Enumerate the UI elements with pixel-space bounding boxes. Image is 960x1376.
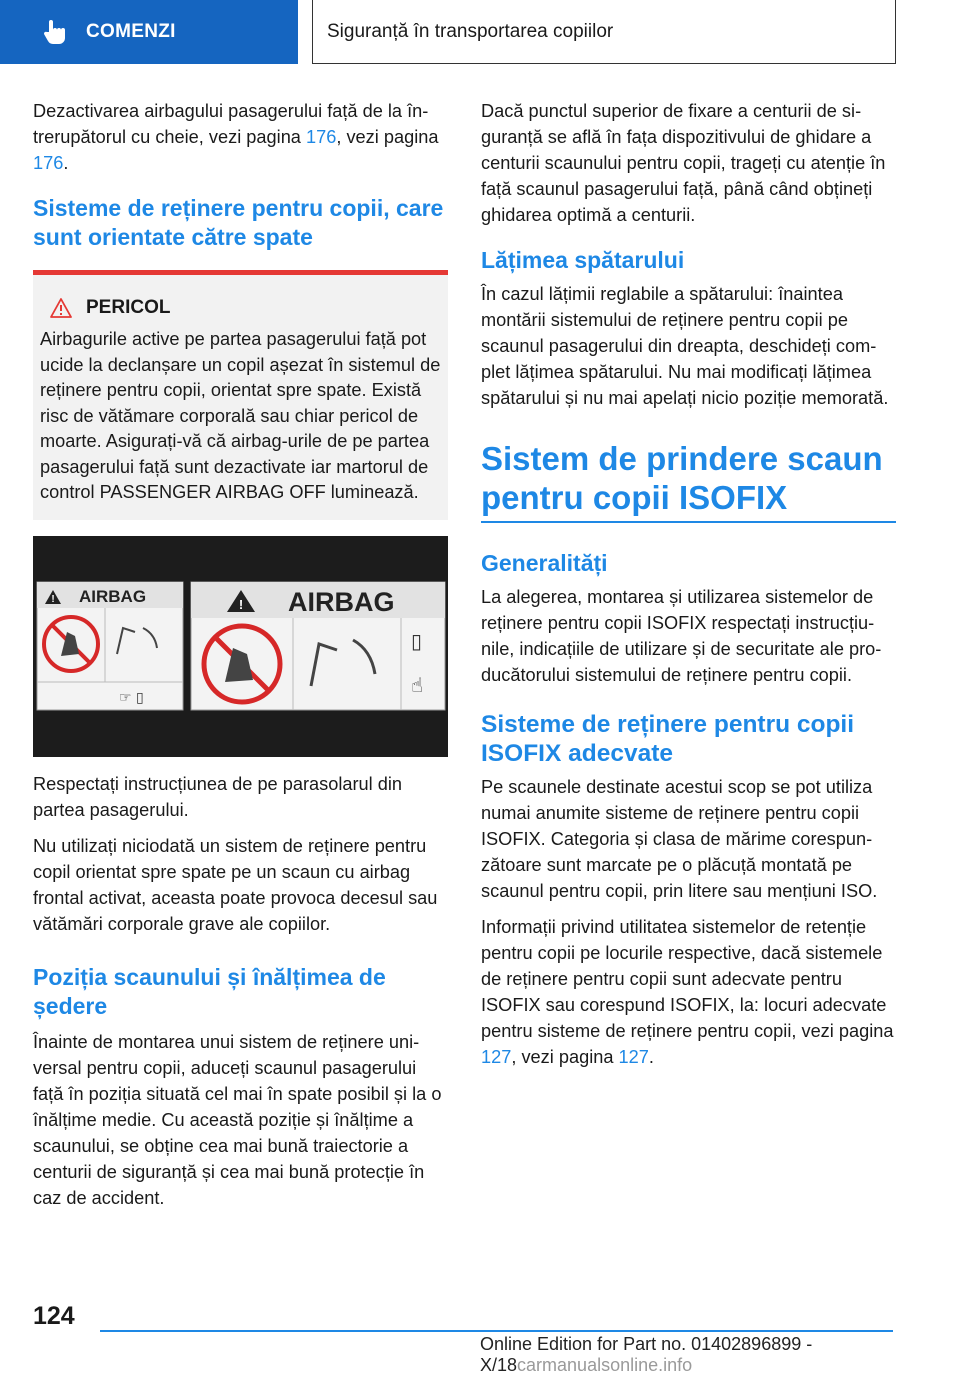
danger-text: Airbagurile active pe partea pasagerului față pot ucide la declanșare un copil așezat în sistemul de reținere pentru copii, orientat spre spate. Există risc de vătămare corporală sau chiar pericol de moarte. Asigurați-vă că airbag-urile de pe partea pasagerului față sunt dezactivate iar martorul de control PASSENGER AIRBAG OFF luminează. — [40, 329, 441, 502]
backrest-width-paragraph: În cazul lățimii reglabile a spătarului: înaintea montării sistemului de reținere pentru copii pe scaunul pasagerului din dreapta, deschideți complet lățimea spătarului. Nu mai modificați lățimea spătarului și nu mai apelați nicio poziție memorată. — [481, 284, 889, 408]
intro-text-2: , vezi pagina — [336, 127, 439, 147]
heading-isofix: Sistem de prindere scaun pentru copii ISOFIX — [481, 439, 896, 523]
edition-line — [480, 1334, 960, 1376]
danger-label: PERICOL — [86, 297, 171, 318]
heading-isofix-suitable: Sisteme de reținere pentru copii ISOFIX adecvate — [481, 711, 855, 767]
warning-triangle-icon — [50, 298, 72, 318]
page-number: 124 — [33, 1302, 75, 1330]
label-small-text: AIRBAG — [79, 586, 147, 606]
watermark-text: carmanualsonline.info — [517, 1355, 693, 1375]
airbag-warning-labels-image — [33, 536, 448, 757]
heading-rear-facing: Sisteme de reținere pentru copii, care sunt orientate către spate — [33, 195, 444, 250]
edition-text: Online Edition for Part no. 01402896899 - X/18 — [480, 1334, 813, 1375]
info-text-3: . — [648, 1047, 654, 1067]
page-link-127-a[interactable]: 127 — [481, 1047, 512, 1067]
commands-tab-label: COMENZI — [86, 21, 176, 42]
label-large-text: AIRBAG — [288, 586, 395, 617]
heading-backrest-width: Lățimea spătarului — [481, 247, 685, 273]
page-link-176-a[interactable]: 176 — [305, 127, 337, 147]
danger-box — [33, 270, 448, 520]
intro-text-1: Dezactivarea airbagului pasagerului față de la întrerupătorul cu cheie, vezi pagina — [33, 101, 429, 147]
suitable-paragraph: Pe scaunele destinate acestui scop se pot utiliza numai anumite sisteme de reținere pentru copii ISOFIX. Categoria și clasa de mărime corespunzătoare sunt marcate pe o plăcuță montată pe scaunul pentru copii, prin litere sau mențiuni ISO. — [481, 777, 878, 901]
never-paragraph: Nu utilizați niciodată un sistem de reținere pentru copil orientat spre spate pe un scaun cu airbag frontal activat, aceasta poate provoca decesul sau vătămări corporale grave ale copiilor. — [33, 835, 438, 934]
svg-text:☝: ☝ — [411, 672, 424, 697]
airbag-label-photo — [33, 536, 448, 757]
heading-seat-position: Poziția scaunului și înălțimea de ședere — [33, 963, 386, 1019]
danger-header — [40, 297, 441, 319]
footer-rule — [100, 1330, 893, 1332]
svg-text:!: ! — [51, 593, 55, 605]
info-paragraph — [481, 914, 896, 1070]
section-title-box — [312, 0, 896, 64]
general-paragraph: La alegerea, montarea și utilizarea sistemelor de reținere pentru copii ISOFIX respectați instrucțiunile, indicațiile de utilizare și de securitate ale producătorului sistemului de reținere pentru copii. — [481, 587, 882, 685]
commands-tab[interactable] — [0, 0, 298, 64]
right-column — [481, 98, 896, 1080]
intro-paragraph — [33, 98, 448, 176]
page-link-176-b[interactable]: 176 — [33, 153, 64, 173]
seat-position-paragraph: Înainte de montarea unui sistem de reținere universal pentru copii, aduceți scaunul pasagerului față în poziția situată cel mai în spate posibil și la o înălțime medie. Cu această poziție și înălțime a scaunului, se obține cea mai bună traiectorie a centurii de siguranță și cea mai bună protecție în caz de accident. — [33, 1031, 442, 1208]
intro-text-3: . — [63, 153, 69, 173]
info-text-2: , vezi pagina — [511, 1047, 619, 1067]
heading-general: Generalități — [481, 550, 608, 576]
page-link-127-b[interactable]: 127 — [618, 1047, 649, 1067]
svg-text:☞ ▯: ☞ ▯ — [119, 689, 144, 706]
svg-text:!: ! — [238, 596, 244, 612]
belt-paragraph: Dacă punctul superior de fixare a centurii de siguranță se află în fața dispozitivului de ghidare a centurii scaunului pentru copii, trageți cu atenție în față scaunul pasagerului față, până când obțineți ghidarea optimă a centurii. — [481, 101, 886, 225]
left-column — [33, 98, 448, 1221]
visor-paragraph: Respectați instrucțiunea de pe parasolarul din partea pasagerului. — [33, 773, 403, 820]
page-header — [0, 0, 960, 66]
info-text-1: Informații privind utilitatea sistemelor de retenție pentru copii pe locurile respective, dacă sistemele de reținere pentru copii sunt adecvate pentru ISOFIX sau corespund ISOFIX, la: locuri adecvate pentru sisteme de reținere pentru copii, vezi pagina — [481, 917, 894, 1041]
svg-text:▯: ▯ — [411, 628, 423, 653]
section-title: Siguranță în transportarea copiilor — [327, 20, 614, 42]
hand-pointer-icon — [40, 18, 68, 46]
